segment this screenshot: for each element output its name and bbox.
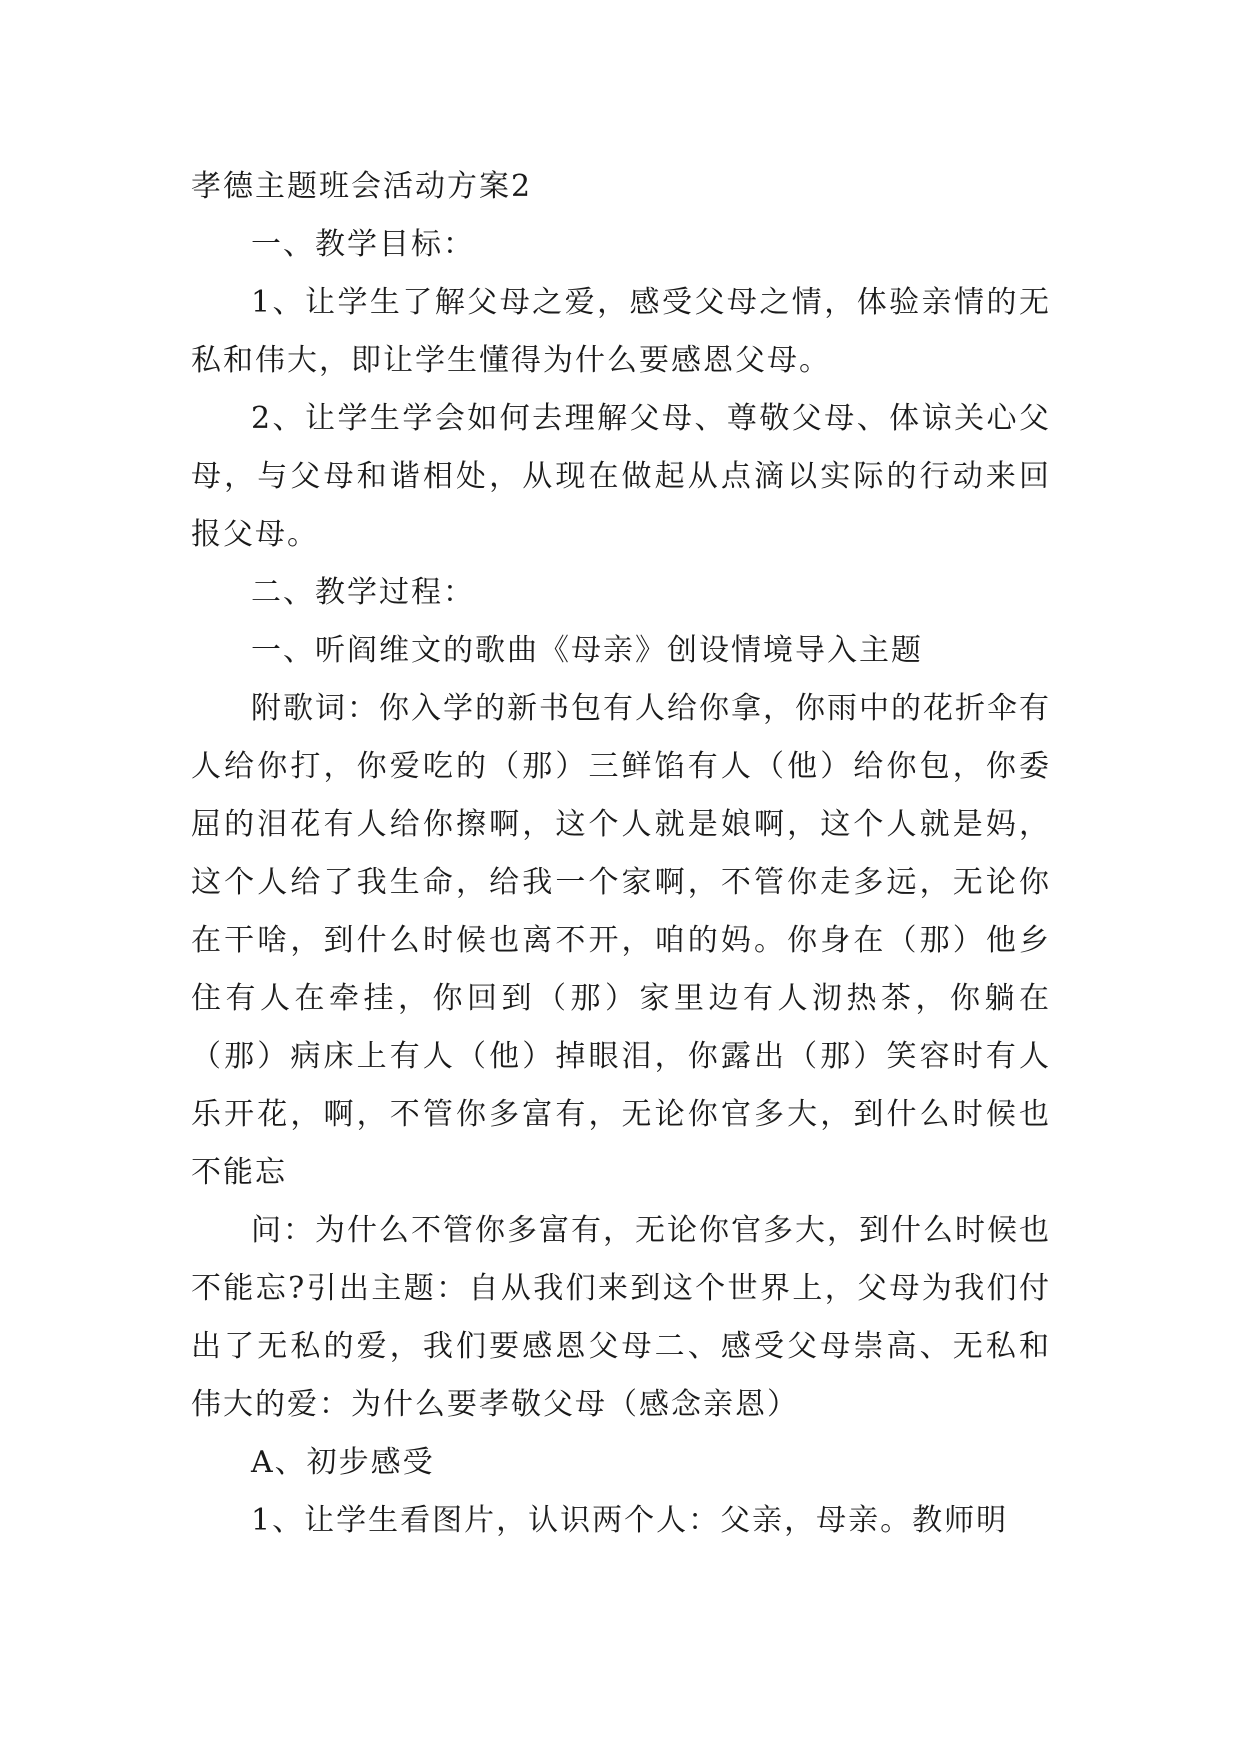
document-title: 孝德主题班会活动方案2 — [191, 169, 533, 204]
paragraph-objective-2: 2、让学生学会如何去理解父母、尊敬父母、体谅关心父母，与父母和谐相处，从现在做起从点滴以实际的行动来回报父母。 — [191, 401, 1051, 552]
paragraph-objective-1: 1、让学生了解父母之爱，感受父母之情，体验亲情的无私和伟大，即让学生懂得为什么要感恩父母。 — [191, 285, 1051, 378]
paragraph-objectives-heading: 一、教学目标： — [251, 227, 475, 262]
paragraph-question: 问：为什么不管你多富有，无论你官多大，到什么时候也不能忘?引出主题：自从我们来到这个世界上，父母为我们付出了无私的爱，我们要感恩父母二、感受父母崇高、无私和伟大的爱：为什么要孝敬父母（感念亲恩） — [191, 1213, 1051, 1422]
paragraph-song-intro: 一、听阎维文的歌曲《母亲》创设情境导入主题 — [251, 633, 923, 668]
paragraph-section-a: A、初步感受 — [251, 1445, 435, 1480]
document-body — [191, 158, 1051, 1550]
paragraph-step-1: 1、让学生看图片，认识两个人：父亲，母亲。教师明 — [251, 1503, 1009, 1538]
paragraph-process-heading: 二、教学过程： — [251, 575, 475, 610]
paragraph-lyrics: 附歌词：你入学的新书包有人给你拿，你雨中的花折伞有人给你打，你爱吃的（那）三鲜馅有人（他）给你包，你委屈的泪花有人给你擦啊，这个人就是娘啊，这个人就是妈，这个人给了我生命，给我一个家啊，不管你走多远，无论你在干啥，到什么时候也离不开，咱的妈。你身在（那）他乡住有人在牵挂，你回到（那）家里边有人沏热茶，你躺在（那）病床上有人（他）掉眼泪，你露出（那）笑容时有人乐开花，啊，不管你多富有，无论你官多大，到什么时候也不能忘 — [191, 691, 1051, 1190]
